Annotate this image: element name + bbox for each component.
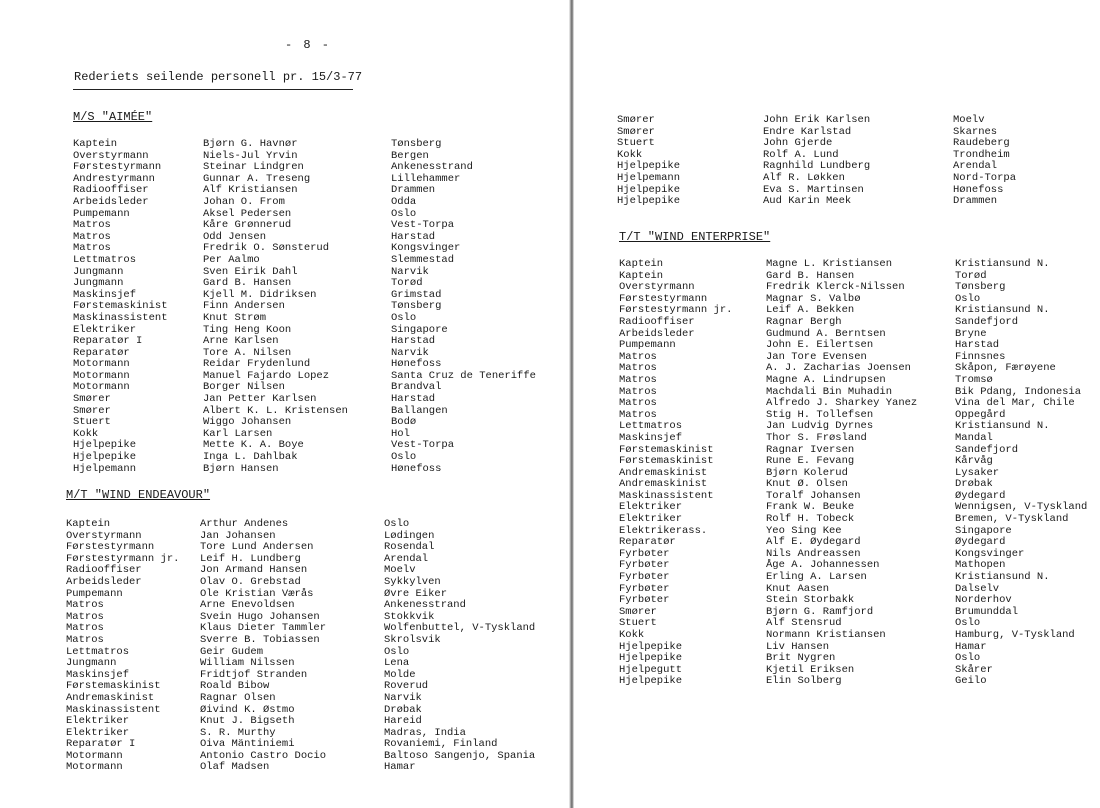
crew-position: Hjelpegutt — [619, 663, 683, 676]
crew-name: Olaf Madsen — [200, 761, 270, 774]
crew-name: Svein Hugo Johansen — [200, 610, 320, 623]
crew-name: S. R. Murthy — [200, 726, 276, 739]
crew-name: Karl Larsen — [203, 427, 273, 440]
crew-position: Arbeidsleder — [73, 195, 149, 208]
crew-name: Knut Aasen — [766, 582, 830, 595]
crew-hometown: Drøbak — [955, 478, 993, 491]
crew-hometown: Moelv — [953, 114, 985, 126]
crew-name: Toralf Johansen — [766, 489, 861, 502]
crew-hometown: Ankenesstrand — [391, 161, 473, 174]
crew-position: Førstestyrmann jr. — [619, 304, 733, 317]
crew-hometown: Ankenesstrand — [384, 599, 466, 612]
crew-hometown: Kristiansund N. — [955, 258, 1050, 270]
crew-position: Hjelpepike — [619, 640, 683, 653]
crew-hometown: Vina del Mar, Chile — [955, 397, 1075, 410]
crew-position: Andremaskinist — [66, 691, 155, 704]
crew-hometown: Brumunddal — [955, 605, 1019, 618]
crew-name: Geir Gudem — [200, 645, 264, 658]
crew-position: Reparatør — [619, 536, 676, 549]
crew-name: Ragnar Iversen — [766, 443, 855, 456]
crew-position: Pumpemann — [73, 207, 130, 220]
crew-position: Smører — [617, 125, 655, 138]
crew-name: Steinar Lindgren — [203, 161, 304, 174]
crew-position: Lettmatros — [66, 645, 130, 658]
crew-position: Fyrbøter — [619, 547, 670, 560]
crew-position: Førstestyrmann jr. — [66, 552, 180, 565]
crew-name: Øivind K. Østmo — [200, 703, 295, 716]
crew-position: Førstemaskinist — [619, 455, 714, 468]
crew-position: Elektriker — [73, 323, 137, 336]
crew-position: Reparatør — [73, 346, 130, 359]
crew-hometown: Harstad — [391, 393, 436, 406]
crew-position: Kaptein — [73, 138, 118, 150]
crew-name: Jan Petter Karlsen — [203, 393, 317, 406]
crew-name: Knut Ø. Olsen — [766, 478, 848, 491]
crew-position: Stuert — [617, 137, 655, 150]
crew-position: Førstestyrmann — [73, 161, 162, 174]
crew-name: Gard B. Hansen — [203, 277, 292, 290]
crew-name: Ole Kristian Værås — [200, 587, 314, 600]
crew-position: Førstemaskinist — [66, 680, 161, 693]
crew-hometown: Øydegard — [955, 536, 1006, 549]
crew-hometown: Moelv — [384, 564, 416, 577]
crew-hometown: Hønefoss — [953, 183, 1004, 196]
crew-name: Eva S. Martinsen — [763, 183, 864, 196]
crew-hometown: Øvre Eiker — [384, 587, 448, 600]
crew-hometown: Vest-Torpa — [391, 219, 455, 232]
crew-position: Matros — [66, 633, 104, 646]
crew-name: Alf Kristiansen — [203, 184, 298, 197]
crew-hometown: Kongsvinger — [391, 242, 461, 255]
crew-position: Maskinsjef — [619, 431, 683, 444]
crew-name: Aud Karin Meek — [763, 195, 852, 208]
crew-name: Erling A. Larsen — [766, 571, 867, 584]
crew-hometown: Raudeberg — [953, 137, 1010, 150]
crew-name: A. J. Zacharias Joensen — [766, 362, 911, 375]
crew-hometown: Drammen — [953, 195, 998, 208]
crew-hometown: Baltoso Sangenjo, Spania — [384, 749, 536, 762]
crew-position: Fyrbøter — [619, 559, 670, 572]
crew-hometown: Kristiansund N. — [955, 571, 1050, 584]
crew-name: Fredrik O. Sønsterud — [203, 242, 330, 255]
crew-hometown: Narvik — [391, 346, 429, 359]
crew-name: Johan O. From — [203, 195, 285, 208]
crew-position: Maskinsjef — [66, 668, 130, 681]
crew-hometown: Mathopen — [955, 559, 1006, 572]
crew-position: Maskinassistent — [619, 489, 714, 502]
crew-position: Kaptein — [619, 258, 664, 270]
crew-position: Stuert — [73, 416, 111, 429]
crew-hometown: Rovaniemi, Finland — [384, 738, 498, 751]
crew-name: Rune E. Fevang — [766, 455, 855, 468]
crew-position: Pumpemann — [66, 587, 123, 600]
crew-position: Arbeidsleder — [619, 327, 695, 340]
crew-name: Arne Karlsen — [203, 335, 279, 348]
crew-hometown: Singapore — [391, 323, 448, 336]
crew-name: Ragnar Bergh — [766, 315, 842, 328]
crew-name: Leif H. Lundberg — [200, 552, 301, 565]
crew-hometown: Tønsberg — [391, 300, 442, 313]
crew-position: Kaptein — [66, 518, 111, 530]
crew-position: Andrestyrmann — [73, 172, 155, 185]
crew-name: Magnar S. Valbø — [766, 292, 861, 305]
crew-hometown: Narvik — [391, 265, 429, 278]
crew-position: Matros — [619, 408, 657, 421]
crew-hometown: Geilo — [955, 675, 987, 688]
crew-hometown: Odda — [391, 195, 417, 208]
crew-name: Finn Andersen — [203, 300, 285, 313]
crew-position: Førstemaskinist — [73, 300, 168, 313]
crew-position: Reparatør I — [73, 335, 143, 348]
crew-hometown: Skåpon, Færøyene — [955, 362, 1056, 375]
crew-name: Reidar Frydenlund — [203, 358, 311, 371]
crew-name: Oiva Mäntiniemi — [200, 738, 295, 751]
crew-name: Yeo Sing Kee — [766, 524, 842, 537]
crew-name: Niels-Jul Yrvin — [203, 149, 298, 162]
crew-name: Inga L. Dahlbak — [203, 451, 298, 464]
crew-position: Smører — [619, 605, 657, 618]
crew-position: Matros — [619, 362, 657, 375]
crew-position: Matros — [66, 610, 104, 623]
crew-position: Smører — [73, 393, 111, 406]
crew-hometown: Harstad — [955, 339, 1000, 352]
crew-hometown: Hønefoss — [391, 462, 442, 475]
crew-name: Magne A. Lindrupsen — [766, 373, 886, 386]
crew-hometown: Sandefjord — [955, 443, 1019, 456]
crew-hometown: Harstad — [391, 335, 436, 348]
crew-position: Jungmann — [73, 265, 124, 278]
crew-position: Jungmann — [73, 277, 124, 290]
crew-position: Stuert — [619, 617, 657, 630]
crew-position: Jungmann — [66, 657, 117, 670]
crew-hometown: Skarnes — [953, 125, 998, 138]
crew-hometown: Nord-Torpa — [953, 171, 1017, 184]
crew-position: Maskinassistent — [73, 311, 168, 324]
crew-hometown: Hol — [391, 427, 410, 440]
crew-name: Bjørn Hansen — [203, 462, 279, 475]
crew-hometown: Arendal — [953, 160, 998, 173]
crew-hometown: Stokkvik — [384, 610, 435, 623]
crew-hometown: Oslo — [955, 652, 981, 665]
crew-name: Stein Storbakk — [766, 594, 855, 607]
crew-name: Per Aalmo — [203, 253, 260, 266]
crew-name: Gunnar A. Treseng — [203, 172, 311, 185]
ship-heading-wind-enterprise: T/T "WIND ENTERPRISE" — [619, 230, 771, 244]
crew-position: Maskinsjef — [73, 288, 137, 301]
crew-name: Wiggo Johansen — [203, 416, 292, 429]
crew-hometown: Bik Pdang, Indonesia — [955, 385, 1082, 398]
crew-position: Lettmatros — [619, 420, 683, 433]
crew-name: Arthur Andenes — [200, 518, 289, 530]
crew-hometown: Kristiansund N. — [955, 420, 1050, 433]
crew-hometown: Tromsø — [955, 373, 993, 386]
crew-position: Matros — [73, 230, 111, 243]
crew-position: Radiooffiser — [66, 564, 142, 577]
crew-name: Alfredo J. Sharkey Yanez — [766, 397, 918, 410]
crew-hometown: Bodø — [391, 416, 417, 429]
crew-position: Matros — [73, 242, 111, 255]
crew-position: Matros — [619, 385, 657, 398]
crew-position: Fyrbøter — [619, 594, 670, 607]
crew-hometown: Torød — [955, 269, 987, 282]
crew-position: Arbeidsleder — [66, 575, 142, 588]
crew-hometown: Vest-Torpa — [391, 439, 455, 452]
crew-hometown: Trondheim — [953, 148, 1010, 161]
crew-name: Elin Solberg — [766, 675, 842, 688]
crew-hometown: Drammen — [391, 184, 436, 197]
crew-position: Førstestyrmann — [66, 541, 155, 554]
crew-position: Radiooffiser — [73, 184, 149, 197]
crew-position: Elektriker — [66, 726, 130, 739]
ship-heading-aimee: M/S "AIMÉE" — [73, 110, 153, 124]
crew-name: Gudmund A. Berntsen — [766, 327, 886, 340]
crew-position: Matros — [619, 373, 657, 386]
crew-position: Matros — [73, 219, 111, 232]
crew-hometown: Molde — [384, 668, 416, 681]
crew-name: Tore A. Nilsen — [203, 346, 292, 359]
crew-name: Knut J. Bigseth — [200, 715, 295, 728]
crew-name: Leif A. Bekken — [766, 304, 855, 317]
crew-name: Normann Kristiansen — [766, 629, 886, 641]
crew-name: Bjørn G. Ramfjord — [766, 605, 874, 618]
crew-position: Andremaskinist — [619, 466, 708, 479]
crew-hometown: Finnsnes — [955, 350, 1006, 363]
crew-hometown: Øydegard — [955, 489, 1006, 502]
crew-position: Førstemaskinist — [619, 443, 714, 456]
crew-name: Jan Johansen — [200, 529, 276, 542]
crew-hometown: Harstad — [391, 230, 436, 243]
crew-hometown: Lillehammer — [391, 172, 461, 185]
crew-name: Bjørn G. Havnør — [203, 138, 298, 150]
crew-position: Matros — [66, 622, 104, 635]
document-title: Rederiets seilende personell pr. 15/3-77 — [74, 70, 363, 84]
crew-position: Motormann — [66, 761, 123, 774]
crew-name: Aksel Pedersen — [203, 207, 292, 220]
crew-name: Endre Karlstad — [763, 125, 852, 138]
crew-hometown: Narvik — [384, 691, 422, 704]
crew-position: Fyrbøter — [619, 582, 670, 595]
crew-hometown: Norderhov — [955, 594, 1012, 607]
crew-hometown: Brandval — [391, 381, 442, 394]
crew-hometown: Hamburg, V-Tyskland — [955, 629, 1075, 641]
crew-name: Tore Lund Andersen — [200, 541, 314, 554]
crew-name: Borger Nilsen — [203, 381, 285, 394]
crew-name: Åge A. Johannessen — [766, 559, 880, 572]
crew-name: Jan Tore Evensen — [766, 350, 867, 363]
crew-hometown: Ballangen — [391, 404, 448, 417]
crew-position: Motormann — [66, 749, 123, 762]
crew-name: Alf R. Løkken — [763, 171, 845, 184]
crew-position: Elektrikerass. — [619, 524, 708, 537]
crew-name: Ting Heng Koon — [203, 323, 292, 336]
crew-hometown: Lødingen — [384, 529, 435, 542]
crew-hometown: Kristiansund N. — [955, 304, 1050, 317]
crew-hometown: Hønefoss — [391, 358, 442, 371]
crew-hometown: Sykkylven — [384, 575, 441, 588]
crew-position: Smører — [73, 404, 111, 417]
crew-hometown: Wennigsen, V-Tyskland — [955, 501, 1088, 514]
crew-name: Brit Nygren — [766, 652, 836, 665]
crew-hometown: Madras, India — [384, 726, 466, 739]
crew-hometown: Arendal — [384, 552, 429, 565]
crew-position: Hjelpepike — [73, 451, 137, 464]
crew-name: Odd Jensen — [203, 230, 267, 243]
crew-hometown: Hareid — [384, 715, 422, 728]
crew-hometown: Oslo — [955, 617, 981, 630]
crew-hometown: Oslo — [955, 292, 981, 305]
crew-hometown: Bergen — [391, 149, 429, 162]
crew-hometown: Torød — [391, 277, 423, 290]
crew-hometown: Bremen, V-Tyskland — [955, 513, 1069, 526]
crew-hometown: Santa Cruz de Teneriffe — [391, 369, 536, 382]
crew-position: Hjelpepike — [619, 652, 683, 665]
crew-hometown: Skrolsvik — [384, 633, 441, 646]
crew-name: Jon Armand Hansen — [200, 564, 308, 577]
right-page — [578, 0, 1100, 808]
crew-position: Hjelpemann — [617, 171, 681, 184]
crew-name: Kjell M. Didriksen — [203, 288, 317, 301]
crew-position: Motormann — [73, 369, 130, 382]
crew-position: Kokk — [73, 427, 99, 440]
crew-hometown: Roverud — [384, 680, 429, 693]
crew-hometown: Bryne — [955, 327, 987, 340]
crew-name: Sverre B. Tobiassen — [200, 633, 320, 646]
crew-hometown: Drøbak — [384, 703, 422, 716]
crew-name: Jan Ludvig Dyrnes — [766, 420, 874, 433]
crew-name: Klaus Dieter Tammler — [200, 622, 327, 635]
crew-position: Hjelpepike — [619, 675, 683, 688]
crew-name: John Gjerde — [763, 137, 833, 150]
crew-hometown: Oppegård — [955, 408, 1006, 421]
crew-position: Fyrbøter — [619, 571, 670, 584]
crew-name: Fredrik Klerck-Nilssen — [766, 281, 905, 294]
crew-position: Andremaskinist — [619, 478, 708, 491]
crew-position: Kokk — [619, 629, 645, 641]
crew-hometown: Kongsvinger — [955, 547, 1025, 560]
crew-hometown: Singapore — [955, 524, 1012, 537]
crew-position: Elektriker — [619, 513, 683, 526]
crew-name: Ragnhild Lundberg — [763, 160, 871, 173]
crew-name: Manuel Fajardo Lopez — [203, 369, 330, 382]
crew-name: Roald Bibow — [200, 680, 270, 693]
crew-position: Hjelpepike — [73, 439, 137, 452]
crew-position: Hjelpepike — [617, 195, 681, 208]
crew-name: Stig H. Tollefsen — [766, 408, 874, 421]
book-spine — [569, 0, 574, 808]
crew-hometown: Lysaker — [955, 466, 1000, 479]
crew-hometown: Oslo — [384, 645, 410, 658]
crew-position: Lettmatros — [73, 253, 137, 266]
crew-position: Matros — [66, 599, 104, 612]
crew-hometown: Tønsberg — [391, 138, 442, 150]
crew-hometown: Hamar — [384, 761, 416, 774]
crew-name: Kåre Grønnerud — [203, 219, 292, 232]
crew-position: Overstyrmann — [73, 149, 149, 162]
crew-name: Kjetil Eriksen — [766, 663, 855, 676]
crew-position: Hjelpemann — [73, 462, 137, 475]
crew-position: Matros — [619, 350, 657, 363]
crew-hometown: Oslo — [391, 451, 417, 464]
crew-name: Fridtjof Stranden — [200, 668, 308, 681]
crew-name: Liv Hansen — [766, 640, 830, 653]
crew-hometown: Sandefjord — [955, 315, 1019, 328]
crew-position: Overstyrmann — [619, 281, 695, 294]
crew-position: Matros — [619, 397, 657, 410]
crew-position: Hjelpepike — [617, 160, 681, 173]
crew-hometown: Skårer — [955, 663, 993, 676]
crew-name: John E. Eilertsen — [766, 339, 874, 352]
crew-position: Kokk — [617, 148, 643, 161]
crew-name: Ragnar Olsen — [200, 691, 276, 704]
crew-position: Hjelpepike — [617, 183, 681, 196]
crew-hometown: Lena — [384, 657, 410, 670]
crew-position: Reparatør I — [66, 738, 136, 751]
crew-position: Overstyrmann — [66, 529, 142, 542]
crew-name: Mette K. A. Boye — [203, 439, 304, 452]
crew-name: Arne Enevoldsen — [200, 599, 295, 612]
crew-position: Motormann — [73, 358, 130, 371]
crew-hometown: Slemmestad — [391, 253, 455, 266]
crew-name: Frank W. Beuke — [766, 501, 855, 514]
crew-name: Thor S. Frøsland — [766, 431, 867, 444]
crew-hometown: Hamar — [955, 640, 987, 653]
crew-name: Antonio Castro Docio — [200, 749, 327, 762]
crew-name: Knut Strøm — [203, 311, 267, 324]
crew-hometown: Rosendal — [384, 541, 435, 554]
crew-hometown: Oslo — [384, 518, 410, 530]
crew-position: Radiooffiser — [619, 315, 695, 328]
crew-position: Smører — [617, 114, 655, 126]
crew-position: Elektriker — [66, 715, 130, 728]
ship-heading-wind-endeavour: M/T "WIND ENDEAVOUR" — [66, 488, 211, 502]
crew-hometown: Kårvåg — [955, 455, 993, 468]
crew-name: Albert K. L. Kristensen — [203, 404, 348, 417]
crew-hometown: Tønsberg — [955, 281, 1006, 294]
crew-position: Førstestyrmann — [619, 292, 708, 305]
crew-hometown: Dalselv — [955, 582, 1000, 595]
crew-position: Maskinassistent — [66, 703, 161, 716]
crew-name: Alf Stensrud — [766, 617, 842, 630]
crew-name: Rolf H. Tobeck — [766, 513, 855, 526]
crew-position: Elektriker — [619, 501, 683, 514]
crew-name: John Erik Karlsen — [763, 114, 871, 126]
crew-name: Nils Andreassen — [766, 547, 861, 560]
crew-hometown: Oslo — [391, 311, 417, 324]
crew-name: Rolf A. Lund — [763, 148, 839, 161]
crew-name: Alf E. Øydegard — [766, 536, 861, 549]
crew-name: Magne L. Kristiansen — [766, 258, 893, 270]
crew-name: Sven Eirik Dahl — [203, 265, 298, 278]
crew-hometown: Wolfenbuttel, V-Tyskland — [384, 622, 536, 635]
crew-hometown: Grimstad — [391, 288, 442, 301]
crew-position: Pumpemann — [619, 339, 676, 352]
crew-name: Bjørn Kolerud — [766, 466, 848, 479]
page-number: - 8 - — [285, 38, 332, 52]
crew-name: Machdali Bin Muhadin — [766, 385, 893, 398]
crew-hometown: Oslo — [391, 207, 417, 220]
crew-name: Olav O. Grebstad — [200, 575, 301, 588]
title-underline — [73, 89, 353, 90]
crew-hometown: Mandal — [955, 431, 993, 444]
crew-position: Kaptein — [619, 269, 664, 282]
crew-name: Gard B. Hansen — [766, 269, 855, 282]
crew-position: Motormann — [73, 381, 130, 394]
crew-name: William Nilssen — [200, 657, 295, 670]
